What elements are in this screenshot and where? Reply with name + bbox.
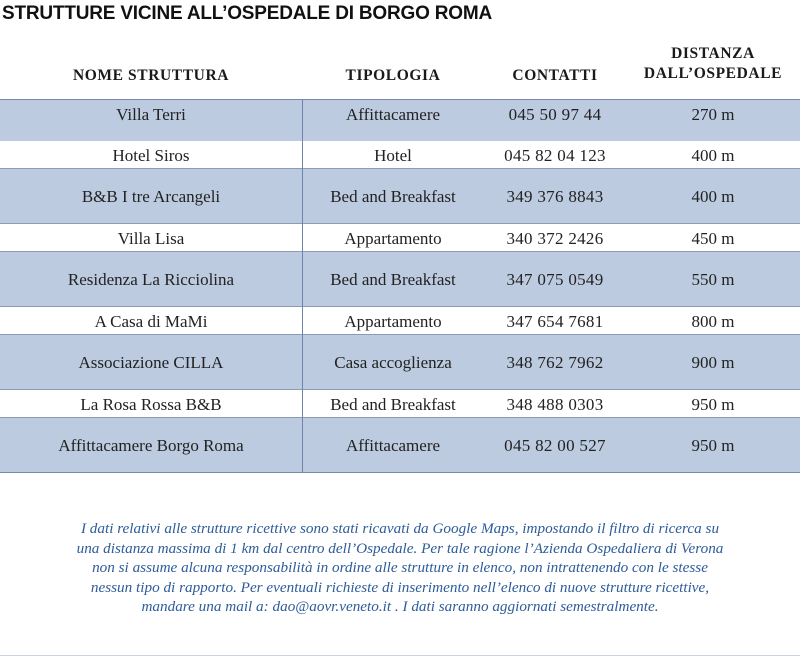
cell-contatti: 348 762 7962 (506, 353, 604, 372)
cell-nome: Associazione CILLA (78, 353, 224, 372)
cell-contatti: 045 50 97 44 (508, 105, 602, 124)
cell-tipologia: Affittacamere (345, 105, 441, 124)
note-line-2: una distanza massima di 1 km dal centro dell’Ospedale. Per tale ragione l’Azienda Ospedaliera di Verona (76, 539, 724, 557)
cell-distanza: 400 m (691, 187, 735, 206)
cell-tipologia: Appartamento (344, 312, 442, 331)
cell-contatti: 340 372 2426 (506, 229, 604, 248)
table-row (0, 224, 800, 266)
table-row (0, 390, 800, 432)
column-header-contatti: CONTATTI (512, 67, 598, 84)
note-line-4: nessun tipo di rapporto. Per eventuali richieste di inserimento nell’elenco di nuove strutture ricettive, (90, 578, 710, 596)
table-row (0, 182, 800, 224)
table-row (0, 307, 800, 349)
cell-tipologia: Casa accoglienza (334, 353, 452, 372)
table-header (0, 40, 800, 98)
cell-tipologia: Bed and Breakfast (330, 395, 456, 414)
page-title: STRUTTURE VICINE ALL’OSPEDALE DI BORGO ROMA (2, 3, 492, 24)
cell-nome: Villa Terri (116, 105, 186, 124)
table-row (0, 141, 800, 183)
cell-nome: Hotel Siros (112, 146, 190, 165)
cell-nome: A Casa di MaMi (94, 312, 208, 331)
column-header-nome: NOME STRUTTURA (72, 67, 230, 84)
cell-contatti: 348 488 0303 (506, 395, 604, 414)
column-header-tipologia: TIPOLOGIA (345, 67, 441, 84)
table-row (0, 348, 800, 390)
cell-nome: La Rosa Rossa B&B (80, 395, 222, 414)
structures-table (0, 99, 800, 473)
disclaimer-note (12, 519, 788, 617)
cell-distanza: 950 m (691, 395, 735, 414)
cell-distanza: 950 m (691, 436, 735, 455)
table-row (0, 431, 800, 473)
cell-contatti: 347 075 0549 (506, 270, 604, 289)
column-header-distanza-line1: DISTANZA (671, 45, 755, 62)
cell-nome: B&B I tre Arcangeli (81, 187, 221, 206)
cell-distanza: 900 m (691, 353, 735, 372)
note-line-1: I dati relativi alle strutture ricettive sono stati ricavati da Google Maps, impostando il filtro di ricerca su (80, 520, 720, 537)
table-row (0, 100, 800, 142)
cell-distanza: 450 m (691, 229, 735, 248)
cell-contatti: 045 82 04 123 (504, 146, 606, 165)
cell-nome: Residenza La Ricciolina (67, 270, 235, 289)
column-divider (302, 99, 303, 473)
cell-tipologia: Hotel (374, 146, 412, 165)
column-header-distanza-line2: DALL’OSPEDALE (643, 65, 783, 82)
cell-nome: Affittacamere Borgo Roma (58, 436, 244, 455)
note-line-3: non si assume alcuna responsabilità in ordine alle strutture in elenco, non intrattenendo con le stesse (92, 559, 708, 576)
cell-contatti: 349 376 8843 (506, 187, 604, 206)
cell-distanza: 400 m (691, 146, 735, 165)
column-header-distanza (626, 44, 800, 84)
table-row (0, 265, 800, 307)
cell-distanza: 270 m (691, 105, 735, 124)
cell-tipologia: Appartamento (344, 229, 442, 248)
cell-distanza: 550 m (691, 270, 735, 289)
cell-distanza: 800 m (691, 312, 735, 331)
cell-contatti: 347 654 7681 (506, 312, 604, 331)
cell-contatti: 045 82 00 527 (504, 436, 606, 455)
footer-divider (0, 655, 800, 656)
note-line-5: mandare una mail a: dao@aovr.veneto.it . I dati saranno aggiornati semestralmente. (141, 598, 659, 615)
cell-tipologia: Bed and Breakfast (330, 270, 456, 289)
cell-nome: Villa Lisa (117, 229, 185, 248)
cell-tipologia: Bed and Breakfast (330, 187, 456, 206)
cell-tipologia: Affittacamere (345, 436, 441, 455)
